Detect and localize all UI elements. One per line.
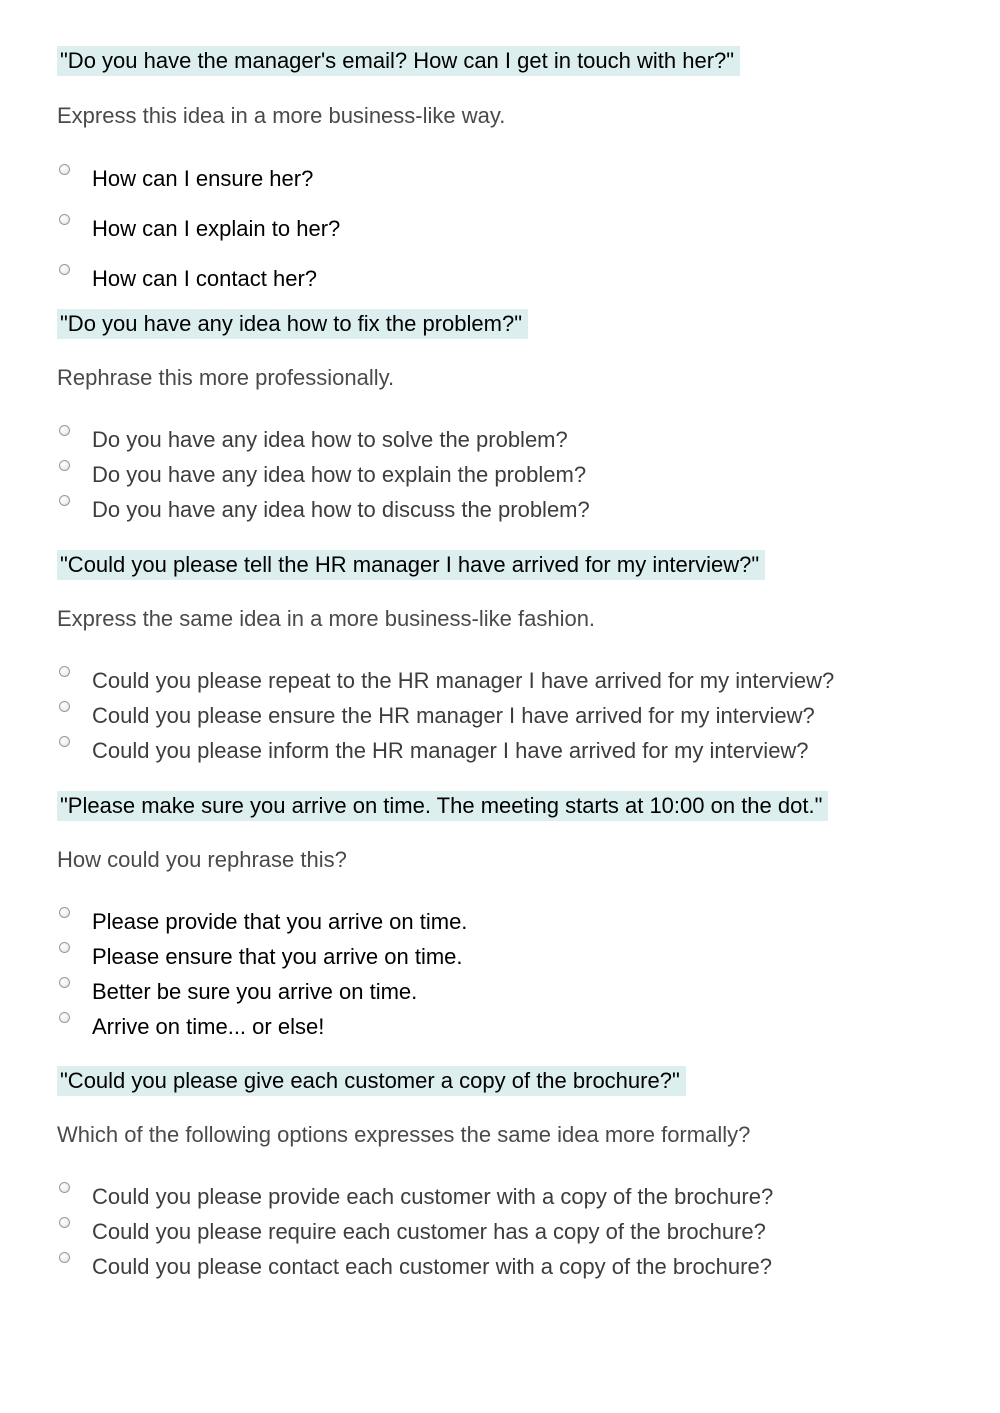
radio-button[interactable]: [59, 214, 70, 225]
radio-button[interactable]: [59, 1252, 70, 1263]
option-label: Could you please provide each customer with a copy of the brochure?: [92, 1184, 774, 1209]
radio-button[interactable]: [59, 701, 70, 712]
option-label: Better be sure you arrive on time.: [92, 979, 418, 1004]
radio-button[interactable]: [59, 1012, 70, 1023]
option-label: Arrive on time... or else!: [92, 1014, 325, 1039]
question-instruction: Which of the following options expresses the same idea more formally?: [57, 1122, 751, 1147]
radio-button[interactable]: [59, 1217, 70, 1228]
question-quote: "Could you please give each customer a copy of the brochure?": [57, 1066, 686, 1096]
question-quote: "Could you please tell the HR manager I have arrived for my interview?": [57, 550, 765, 580]
question-instruction: Rephrase this more professionally.: [57, 365, 395, 390]
option-label: Could you please require each customer has a copy of the brochure?: [92, 1219, 766, 1244]
option-label: Could you please inform the HR manager I have arrived for my interview?: [92, 738, 809, 763]
option-label: Do you have any idea how to explain the problem?: [92, 462, 587, 487]
radio-button[interactable]: [59, 942, 70, 953]
option-label: Please ensure that you arrive on time.: [92, 944, 463, 969]
radio-button[interactable]: [59, 164, 70, 175]
radio-button[interactable]: [59, 425, 70, 436]
question-instruction: Express the same idea in a more business-like fashion.: [57, 606, 596, 631]
question-quote: "Do you have the manager's email? How can I get in touch with her?": [57, 46, 740, 76]
question-1: [57, 46, 740, 291]
question-quote: "Please make sure you arrive on time. The meeting starts at 10:00 on the dot.": [57, 791, 828, 821]
question-instruction: Express this idea in a more business-like way.: [57, 103, 506, 128]
option-label: How can I contact her?: [92, 266, 318, 291]
radio-button[interactable]: [59, 666, 70, 677]
option-label: Do you have any idea how to solve the problem?: [92, 427, 568, 452]
option-label: Could you please ensure the HR manager I have arrived for my interview?: [92, 703, 815, 728]
question-4: [57, 791, 828, 1039]
radio-button[interactable]: [59, 495, 70, 506]
option-label: Could you please repeat to the HR manager I have arrived for my interview?: [92, 668, 835, 693]
option-label: Do you have any idea how to discuss the problem?: [92, 497, 590, 522]
radio-button[interactable]: [59, 1182, 70, 1193]
question-instruction: How could you rephrase this?: [57, 847, 347, 872]
radio-button[interactable]: [59, 736, 70, 747]
option-label: How can I ensure her?: [92, 166, 314, 191]
option-label: Please provide that you arrive on time.: [92, 909, 468, 934]
radio-button[interactable]: [59, 460, 70, 471]
question-quote: "Do you have any idea how to fix the problem?": [57, 309, 528, 339]
option-label: Could you please contact each customer with a copy of the brochure?: [92, 1254, 772, 1279]
radio-button[interactable]: [59, 907, 70, 918]
question-5: [57, 1066, 774, 1279]
radio-button[interactable]: [59, 264, 70, 275]
question-2: [57, 309, 590, 522]
question-3: [57, 550, 835, 763]
option-label: How can I explain to her?: [92, 216, 341, 241]
radio-button[interactable]: [59, 977, 70, 988]
